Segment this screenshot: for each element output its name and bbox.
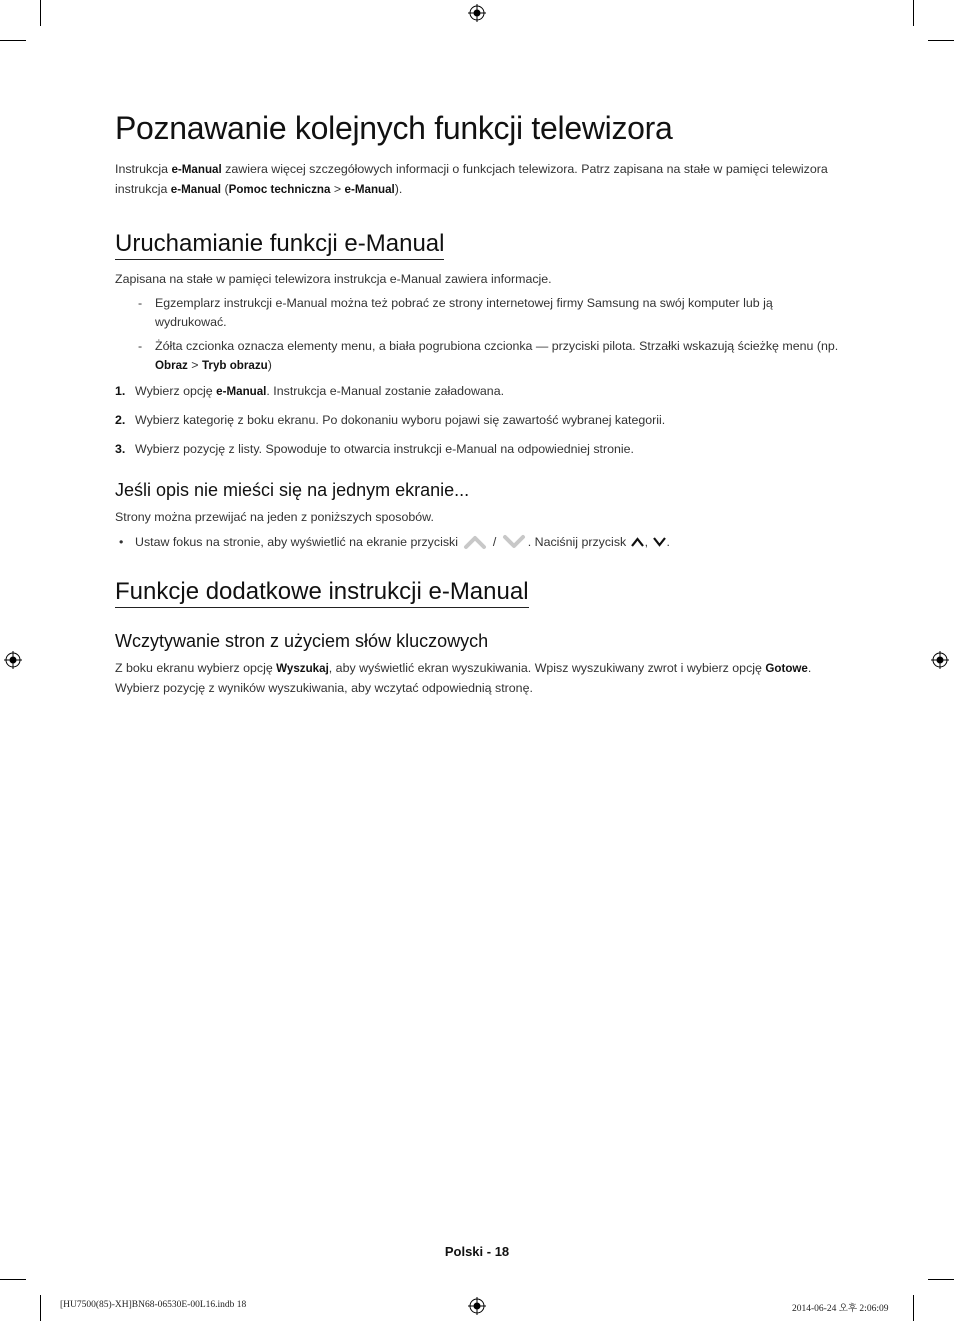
menu-term: e-Manual [344,182,395,196]
section-emanual-extra [115,578,845,698]
menu-term: Gotowe [765,662,808,675]
crop-mark [913,0,914,26]
menu-term: Pomoc techniczna [228,182,331,196]
step-number: 1. [115,383,126,398]
step-number: 3. [115,441,126,456]
dash-marker: - [138,295,143,310]
crop-mark [40,1295,41,1321]
section-heading: Funkcje dodatkowe instrukcji e-Manual [115,578,529,608]
print-date: 2014-06-24 오후 2:06:09 [792,1304,889,1314]
page-number: Polski - 18 [444,1244,510,1259]
file-slug: [HU7500(85)-XH]BN68-06530E-00L16.indb 18 [60,1300,247,1310]
subsection-lead: Strony można przewijać na jeden z poniższych sposobów. [115,510,434,524]
bullet-marker: • [119,534,124,549]
registration-mark-icon [468,1297,486,1315]
step-list [115,382,845,460]
page-content [115,108,845,698]
step-number: 2. [115,412,126,427]
subsection-heading: Wczytywanie stron z użyciem słów kluczowych [115,631,489,651]
crop-mark [928,40,954,41]
registration-mark-icon [931,651,949,669]
chevron-up-button-icon [461,534,489,550]
chevron-up-icon [630,536,645,548]
note-list [115,294,845,376]
dash-marker: - [138,338,143,353]
subsection-paragraph: Z boku ekranu wybierz opcję Wyszukaj, aby wyświetlić ekran wyszukiwania. Wpisz wyszukiwany zwrot i wybierz opcję Gotowe. Wybierz pozycję z wyników wyszukiwania, aby wczytać odpowiednią stronę. [115,661,812,695]
section-lead: Zapisana na stałe w pamięci telewizora instrukcja e-Manual zawiera informacje. [115,272,552,286]
menu-term: e-Manual [170,182,222,196]
subsection-heading: Jeśli opis nie mieści się na jednym ekranie... [115,480,470,500]
menu-term: Wyszukaj [276,662,329,675]
crop-mark [0,1279,26,1280]
menu-term: e-Manual [171,163,222,176]
note-item: - Żółta czcionka oznacza elementy menu, a biała pogrubiona czcionka — przyciski pilota. Strzałki wskazują ścieżkę menu (np. Obraz > Tryb obrazu) [138,338,839,372]
crop-mark [40,0,41,26]
note-item: - Egzemplarz instrukcji e-Manual można też pobrać ze strony internetowej firmy Samsung na swój komputer lub ją wydrukować. [138,295,773,329]
chevron-down-button-icon [500,534,528,550]
menu-term: Obraz [155,359,188,372]
step-item: 1. Wybierz opcję e-Manual. Instrukcja e-Manual zostanie załadowana. [115,382,845,402]
step-item: 3. Wybierz pozycję z listy. Spowoduje to otwarcia instrukcji e-Manual na odpowiedniej stronie. [115,440,845,460]
crop-mark [928,1279,954,1280]
intro-paragraph: Instrukcja e-Manual zawiera więcej szczegółowych informacji o funkcjach telewizora. Patrz zapisana na stałe w pamięci telewizora instrukcja e-Manual (Pomoc techniczna > e-Manual). [115,162,828,196]
section-heading: Uruchamianie funkcji e-Manual [115,230,444,260]
section-emanual-start [115,230,845,552]
crop-mark [913,1295,914,1321]
registration-mark-icon [4,651,22,669]
menu-term: Tryb obrazu [201,359,268,372]
page-title: Poznawanie kolejnych funkcji telewizora [115,110,673,146]
crop-mark [0,40,26,41]
registration-mark-icon [468,4,486,22]
chevron-down-icon [652,536,667,548]
step-item: 2. Wybierz kategorię z boku ekranu. Po dokonaniu wyboru pojawi się zawartość wybranej kategorii. [115,411,845,431]
menu-term: e-Manual [216,384,267,398]
bullet-item: • Ustaw fokus na stronie, aby wyświetlić na ekranie przyciski / . Naciśnij przycisk , . [115,533,845,553]
